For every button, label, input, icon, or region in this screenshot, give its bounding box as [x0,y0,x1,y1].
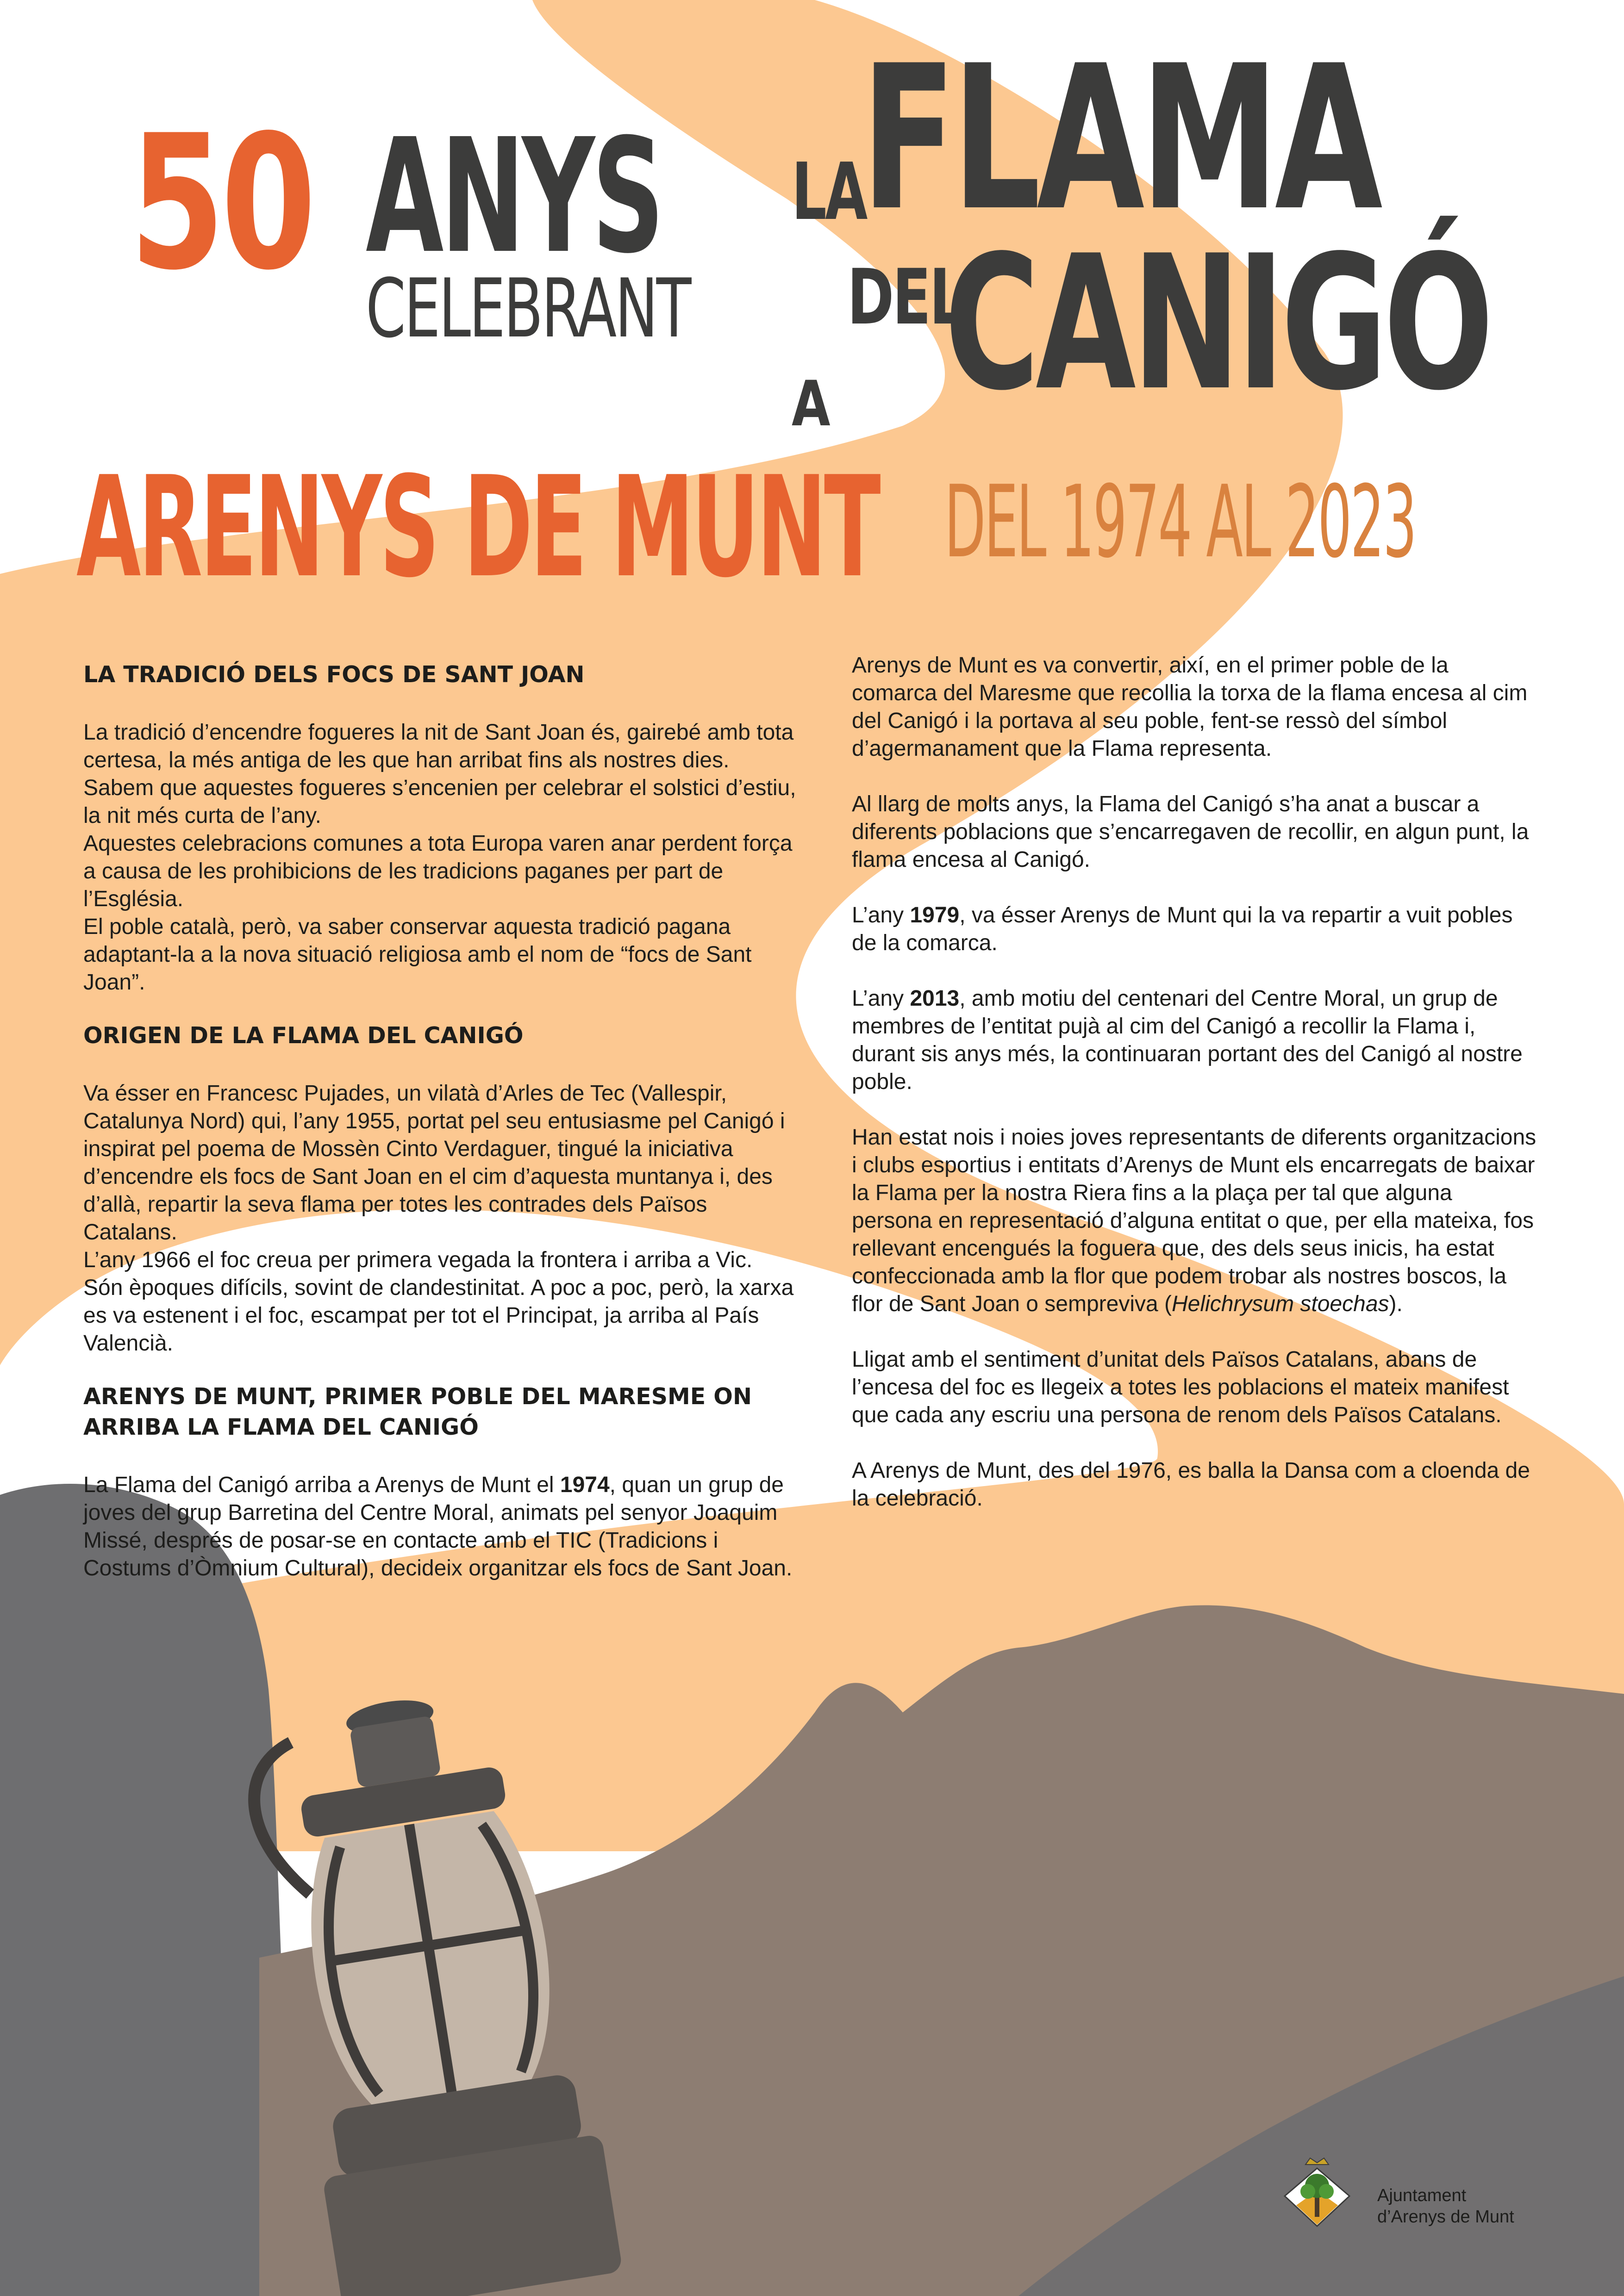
text-run: L’any [852,986,910,1011]
tree-shield-icon [1282,2154,1352,2228]
text-run: ). [1389,1292,1403,1316]
text-run: , quan un grup de joves del grup Barretina del Centre Moral, animats pel senyor Joaquim Missé, després de posar-se en contacte amb el TIC (Tradicions i Costums d’Òmnium Cultural), decideix organitzar els focs de Sant Joan. [83,1473,793,1580]
section-origen [83,1020,806,1357]
title-arenys-de-munt: ARENYS DE MUNT [76,447,879,608]
lantern-neck [350,1716,441,1788]
title-a: A [792,367,829,440]
paragraph [852,902,1537,957]
title-celebrant: CELEBRANT [366,262,690,356]
paragraph: Lligat amb el sentiment d’unitat dels Països Catalans, abans de l’encesa del foc es llegeix a totes les poblacions el mateix manifest que cada any escriu una persona de renom dels Països Catalans. [852,1347,1509,1427]
paragraph: A Arenys de Munt, des del 1976, es balla la Dansa com a cloenda de la celebració. [852,1458,1530,1511]
paragraph: Arenys de Munt es va convertir, així, en el primer poble de la comarca del Maresme que recollia la torxa de la flama encesa al cim del Canigó i la portava al seu poble, fent-se ressò del símbol d’agermanament que la Flama representa. [852,653,1528,761]
year-1974: 1974 [560,1473,610,1497]
paragraph: Al llarg de molts anys, la Flama del Canigó s’ha anat a buscar a diferents poblacions que s’encarregaven de recollir, en algun punt, la flama encesa al Canigó. [852,792,1529,872]
title-flama: FLAMA [861,23,1379,255]
paragraph: La tradició d’encendre fogueres la nit de Sant Joan és, gairebé amb tota certesa, la més antiga de les que han arribat fins als nostres dies. [83,720,794,772]
left-column [83,660,806,1582]
section-heading: LA TRADICIÓ DELS FOCS DE SANT JOAN [83,661,585,688]
section-arenys [83,1381,806,1582]
logo-line-2: d’Arenys de Munt [1377,2207,1514,2227]
title-canigo: CANIGÓ [944,216,1490,431]
paragraph: Va ésser en Francesc Pujades, un vilatà d’Arles de Tec (Vallespir, Catalunya Nord) qui, l’any 1955, portat pel seu entusiasme pel Canigó i inspirat pel poema de Mossèn Cinto Verdaguer, tingué la iniciativa d’encendre els focs de Sant Joan en el cim d’aquesta muntanya i, des d’allà, repartir la seva flama per totes les contrades dels Països Catalans. [83,1081,785,1244]
paragraph [83,1471,806,1582]
text-run: , va ésser Arenys de Munt qui la va repartir a vuit pobles de la comarca. [852,903,1513,955]
text-run: Han estat nois i noies joves representants de diferents organitzacions i clubs esportius i entitats d’Arenys de Munt els encarregats de baixar la Flama per la nostra Riera fins a la plaça per tal que alguna persona en representació d’alguna entitat o que, per ella mateixa, fos rellevant encengués la foguera que, des dels seus inicis, ha estat confeccionada amb la flor que podem trobar als nostres boscos, la flor de Sant Joan o sempreviva ( [852,1125,1537,1316]
paragraph: Aquestes celebracions comunes a tota Europa varen anar perdent força a causa de les prohibicions de les tradicions paganes per part de l’Església. [83,831,793,911]
paragraph: Són èpoques difícils, sovint de clandestinitat. A poc a poc, però, la xarxa es va estenent i el foc, escampat per tot el Principat, ja arriba al País Valencià. [83,1276,794,1356]
paragraph [852,1124,1537,1318]
council-logo [1282,2154,1532,2228]
title-dates: DEL 1974 AL 2023 [944,464,1416,580]
right-column [852,652,1537,1512]
text-run: , amb motiu del centenari del Centre Moral, un grup de membres de l’entitat pujà al cim del Canigó a recollir la Flama i, durant sis anys més, la continuaran portant des del Canigó al nostre poble. [852,986,1523,1094]
section-heading: ORIGEN DE LA FLAMA DEL CANIGÓ [83,1022,524,1049]
title-anys: ANYS [366,105,662,288]
paragraph: Sabem que aquestes fogueres s’encenien per celebrar el solstici d’estiu, la nit més curta de l’any. [83,776,796,828]
title-del: DEL [847,253,964,342]
paragraph: L’any 1966 el foc creua per primera vegada la frontera i arriba a Vic. [83,1248,753,1272]
text-run: L’any [852,903,910,927]
year-1979: 1979 [910,903,960,927]
species-name: Helichrysum stoechas [1172,1292,1389,1316]
text-run: La Flama del Canigó arriba a Arenys de Munt el [83,1473,560,1497]
title-fifty: 50 [130,96,312,311]
title-la: LA [792,146,866,238]
year-2013: 2013 [910,986,960,1011]
section-heading: ARENYS DE MUNT, PRIMER POBLE DEL MARESME ON ARRIBA LA FLAMA DEL CANIGÓ [83,1383,752,1440]
logo-line-1: Ajuntament [1377,2186,1467,2205]
paragraph [852,985,1537,1096]
section-tradicio [83,660,806,996]
paragraph: El poble català, però, va saber conservar aquesta tradició pagana adaptant-la a la nova situació religiosa amb el nom de “focs de Sant Joan”. [83,915,752,995]
